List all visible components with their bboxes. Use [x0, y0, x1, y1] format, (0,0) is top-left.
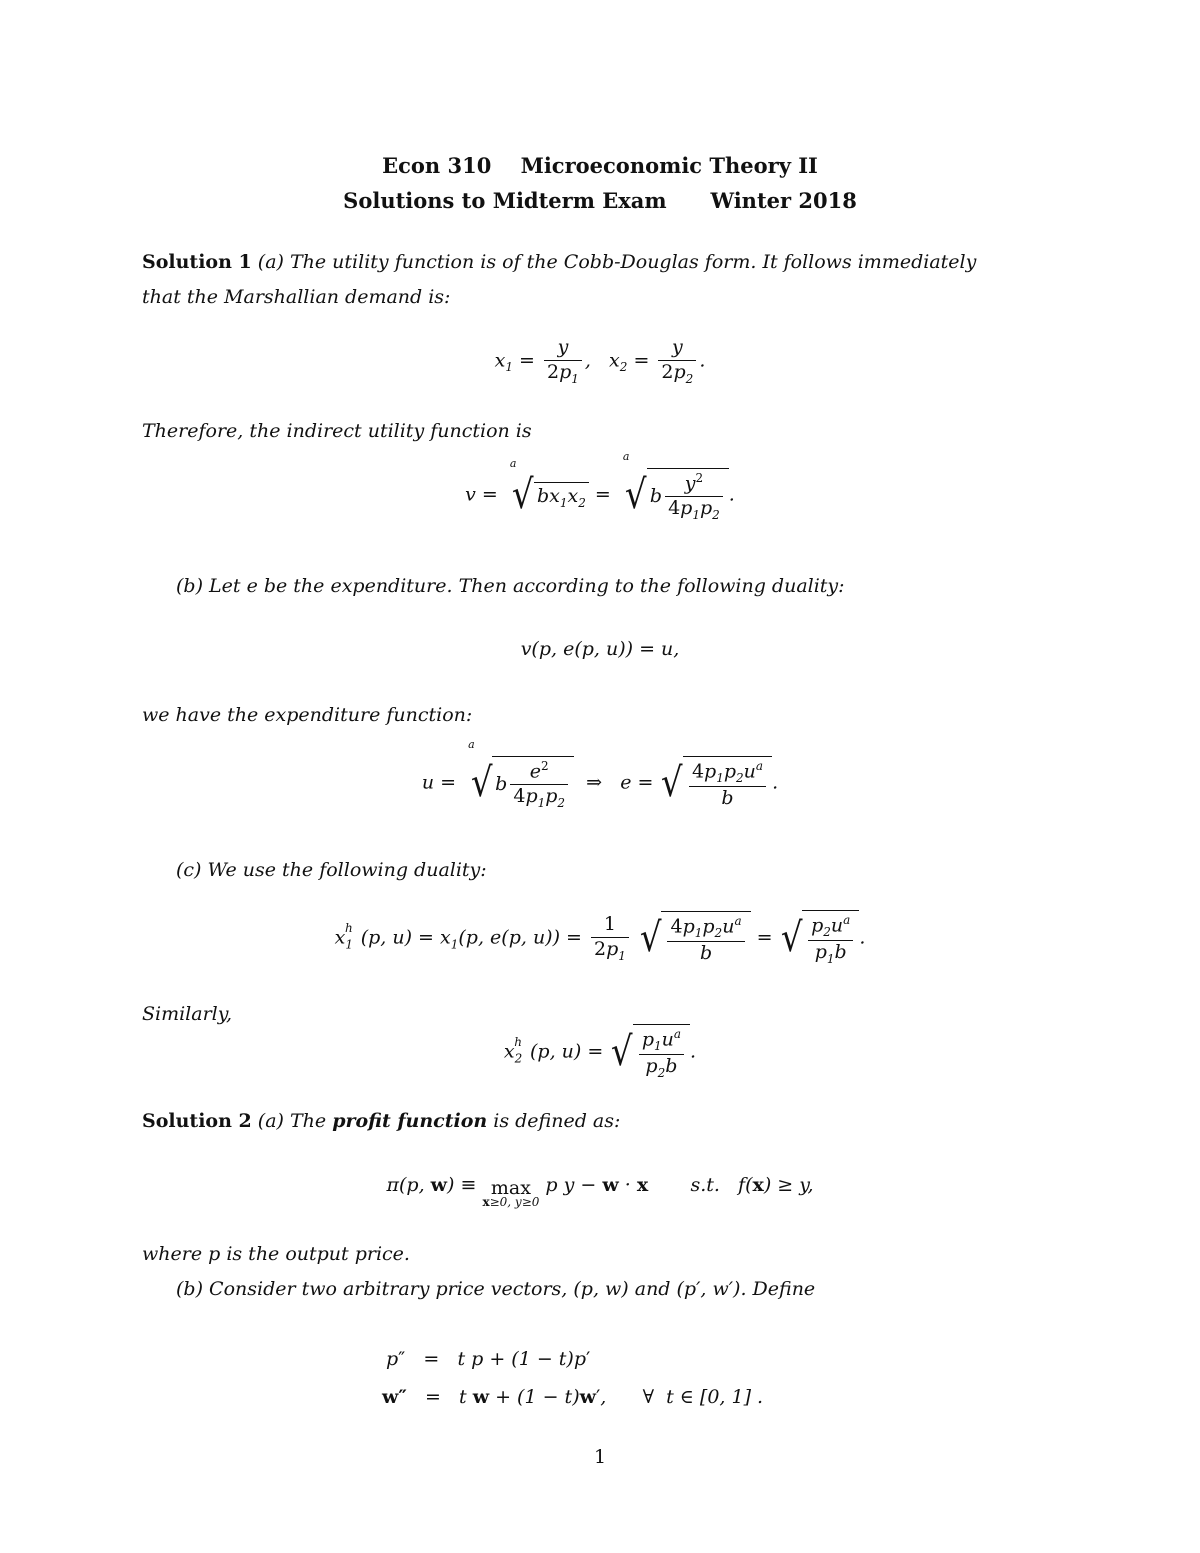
solution1-therefore: Therefore, the indirect utility function is — [142, 420, 532, 442]
solution1-intro — [142, 251, 1062, 273]
equation-profit-function: π(p, w) ≡ max x≥0, y≥0 p y − w · x s.t. f(x) ≥ y, — [386, 1174, 814, 1209]
solution1-similarly: Similarly, — [142, 1003, 232, 1025]
solution2-part-a-pre: (a) The — [257, 1110, 327, 1132]
solution2-where: where p is the output price. — [142, 1243, 410, 1265]
document-subtitle: Solutions to Midterm Exam Winter 2018 — [343, 188, 857, 213]
solution2-intro — [142, 1110, 620, 1132]
solution1-part-b: (b) Let e be the expenditure. Then according to the following duality: — [176, 575, 845, 597]
page-number: 1 — [593, 1446, 607, 1468]
solution2-part-a-post: is defined as: — [493, 1110, 621, 1132]
solution2-label: Solution 2 — [142, 1110, 252, 1132]
equation-convex-combination: p″ = t p + (1 − t)p′ w″ = t w + (1 − t)w′, ∀ t ∈ [0, 1] . — [382, 1348, 764, 1408]
solution1-part-a-line2: that the Marshallian demand is: — [142, 286, 451, 308]
equation-duality: v(p, e(p, u)) = u, — [520, 638, 680, 660]
solution1-label: Solution 1 — [142, 251, 252, 273]
equation-hicksian-x1: $x_1^h$ (p, $u) = x_1(p$, e(p, u)) = $\frac{1}{2p_1}$ √ $\frac{4p_1p_2u^a}{b}$ = √ $\frac{p_2u^a}{p_1b}$ . — [0, 910, 1200, 967]
document-title: Econ 310 Microeconomic Theory II — [382, 153, 818, 178]
equation-marshallian-demand: $x_1$ = $\frac{y}{2p_1}$ , $x_2$ = $\frac{y}{2p_2}$ . — [494, 336, 706, 386]
solution1-part-a-line1: (a) The utility function is of the Cobb-Douglas form. It follows immediately — [257, 251, 977, 273]
equation-hicksian-x2: $x_2^h$ (p, u) = √ $\frac{p_1u^a}{p_2b}$ . — [0, 1024, 1200, 1081]
equation-indirect-utility: v = $^a$√ $bx_1x_2 = ^a√$ b $\frac{y^2}{4p_1p_2}$ . — [465, 450, 735, 522]
profit-function-term: profit function — [332, 1110, 488, 1132]
solution1-part-c: (c) We use the following duality: — [176, 859, 487, 881]
solution2-part-b: (b) Consider two arbitrary price vectors, (p, w) and (p′, w′). Define — [176, 1278, 816, 1300]
equation-expenditure: u = $^a$√ b $\frac{e^2}{4p_1p_2}$ ⇒ e = √ $\frac{4p_1p_2u^a}{b}$ . — [421, 738, 779, 810]
solution1-we-have: we have the expenditure function: — [142, 704, 473, 726]
